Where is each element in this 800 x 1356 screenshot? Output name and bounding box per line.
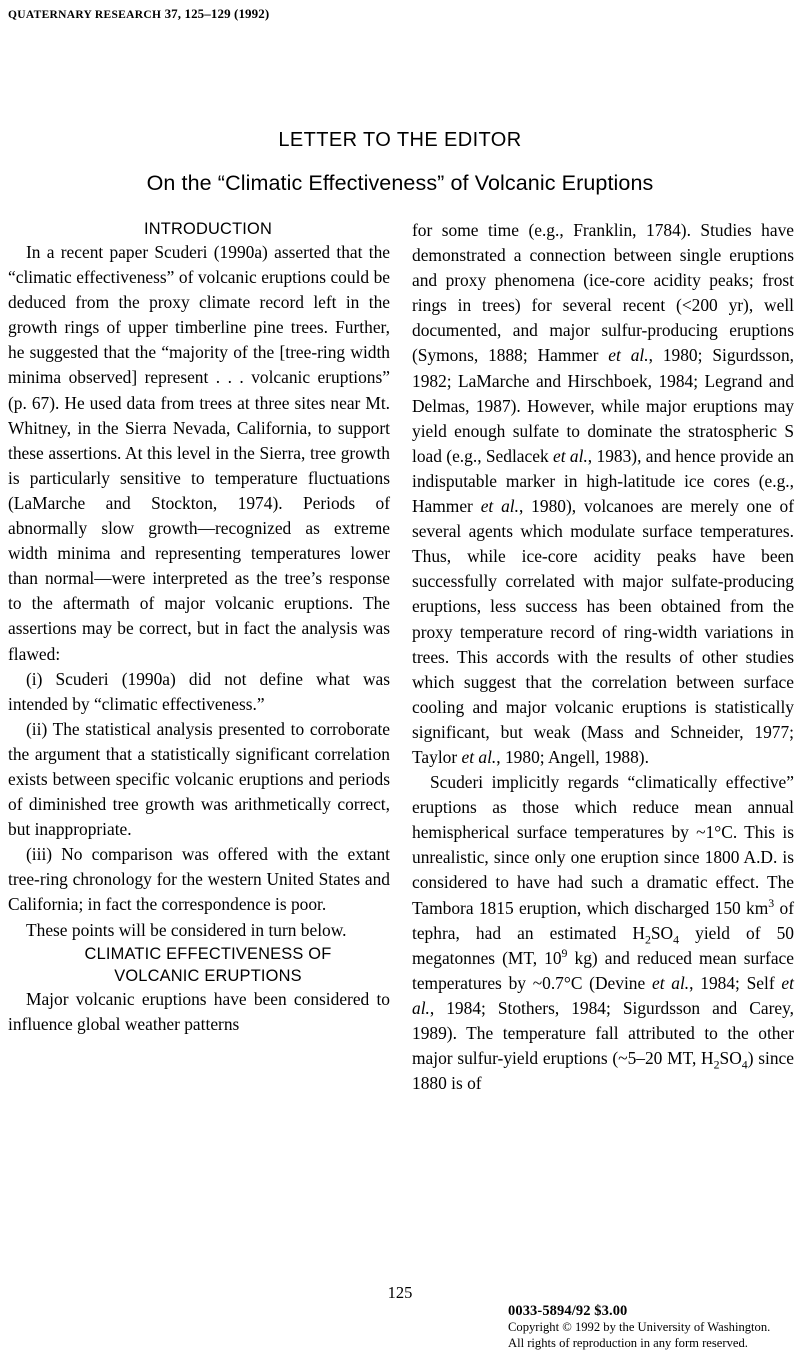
paragraph-major-eruptions: Major volcanic eruptions have been considered to influence global weather patterns: [8, 988, 390, 1034]
heading-climatic-effectiveness-line2: VOLCANIC ERUPTIONS: [114, 966, 302, 985]
subscript-two: 2: [644, 932, 651, 947]
subscript-four: 4: [741, 1057, 748, 1072]
page-title: On the “Climatic Effectiveness” of Volcanic Eruptions: [146, 171, 654, 195]
column-left: [8, 218, 390, 1037]
text-run: ) since 1880 is of: [412, 1048, 794, 1094]
text-run: yield of 50 megatonnes (MT, 10: [412, 922, 794, 968]
text-run: , 1984; Stothers, 1984; Sigurdsson and Carey, 1989). The temperature fall attributed to the other major sulfur-yield eruptions (~5–20 MT, H: [412, 997, 794, 1069]
citation-et-al: et al.: [412, 972, 794, 1018]
text-run: , 1984; Self: [689, 972, 782, 993]
superscript-nine: 9: [561, 945, 568, 960]
citation-et-al: et al.: [608, 345, 649, 366]
imprint-block: [508, 1303, 798, 1352]
copyright-line: Copyright © 1992 by the University of Washington.: [508, 1320, 771, 1335]
title-block: [0, 128, 800, 197]
paragraph-these-points: These points will be considered in turn below.: [26, 919, 347, 940]
text-run: , 1980; Angell, 1988).: [496, 746, 649, 767]
citation-et-al: et al.: [480, 496, 519, 517]
subscript-four: 4: [673, 932, 680, 947]
column-right: [412, 218, 794, 1096]
text-run: Scuderi implicitly regards “climatically effective” eruptions as those which reduce mean annual hemispherical surface temperatures by ~1°C. This is unrealistic, since only one eruption since 1800 A.D. is considered to have had such a dramatic effect. The Tambora 1815 eruption, which discharged 150 km: [412, 772, 794, 918]
running-head: [8, 6, 269, 22]
text-run: , 1980; Sigurdsson, 1982; LaMarche and Hirschboek, 1984; Legrand and Delmas, 1987). However, while major eruptions may yield enough sulfate to dominate the stratospheric S load (e.g., Sedlacek: [412, 345, 794, 466]
text-run: of tephra, had an estimated H: [412, 897, 794, 943]
article-kicker: LETTER TO THE EDITOR: [278, 129, 522, 151]
page-number: 125: [387, 1283, 413, 1302]
superscript-cubic: 3: [768, 895, 775, 910]
issn-price: 0033-5894/92 $3.00: [508, 1303, 628, 1319]
text-run: SO: [719, 1048, 742, 1069]
citation-et-al: et al.: [461, 746, 497, 767]
citation-et-al: et al.: [651, 972, 690, 993]
citation-et-al: et al.: [553, 445, 588, 466]
journal-name: QUATERNARY RESEARCH: [8, 9, 162, 21]
text-run: for some time (e.g., Franklin, 1784). Studies have demonstrated a connection between single eruptions and proxy phenomena (ice-core acidity peaks; frost rings in trees) for several recent (<200 yr), well documented, and major sulfur-producing eruptions (Symons, 1888; Hammer: [412, 220, 794, 366]
body-columns: [8, 218, 792, 1263]
heading-introduction: INTRODUCTION: [143, 220, 273, 238]
paragraph-point-ii: (ii) The statistical analysis presented to corroborate the argument that a statistically significant correlation exists between specific volcanic eruptions and periods of diminished tree growth was arithmetically correct, but inappropriate.: [8, 718, 390, 840]
paragraph-studies-continuation: [412, 218, 794, 770]
heading-climatic-effectiveness-line1: CLIMATIC EFFECTIVENESS OF: [84, 944, 332, 963]
subscript-two: 2: [713, 1057, 720, 1072]
text-run: , 1983), and hence provide an indisputable marker in high-latitude ice cores (e.g., Hammer: [412, 445, 794, 517]
text-run: kg) and reduced mean surface temperatures by ~0.7°C (Devine: [412, 947, 794, 993]
volume-page-citation: 37, 125–129 (1992): [164, 6, 270, 21]
paragraph-point-iii: (iii) No comparison was offered with the extant tree-ring chronology for the western United States and California; in fact the correspondence is poor.: [8, 844, 390, 915]
paragraph-point-i: (i) Scuderi (1990a) did not define what was intended by “climatic effectiveness.”: [8, 668, 390, 714]
paragraph-scuderi-climatically-effective: [412, 770, 794, 1096]
text-run: , 1980), volcanoes are merely one of several agents which modulate surface temperatures. Thus, while ice-core acidity peaks have been successfully correlated with major sulfate-producing eruptions, less success has been obtained from the proxy temperature record of ring-width variations in trees. This accords with the results of other studies which suggest that the correlation between surface cooling and major volcanic eruptions is statistically significant, but weak (Mass and Schneider, 1977; Taylor: [412, 496, 794, 767]
paragraph-intro: In a recent paper Scuderi (1990a) asserted that the “climatic effectiveness” of volcanic eruptions could be deduced from the proxy climate record left in the growth rings of upper timberline pine trees. Further, he suggested that the “majority of the [tree-ring width minima observed] represent . . . volcanic eruptions” (p. 67). He used data from trees at three sites near Mt. Whitney, in the Sierra Nevada, California, to support these assertions. At this level in the Sierra, tree growth is particularly sensitive to temperature fluctuations (LaMarche and Stockton, 1974). Periods of abnormally slow growth—recognized as extreme width minima and representing temperatures lower than normal—were interpreted as the tree’s response to the aftermath of major volcanic eruptions. The assertions may be correct, but in fact the analysis was flawed:: [8, 242, 390, 664]
reproduction-rights-line: All rights of reproduction in any form reserved.: [508, 1336, 748, 1351]
text-run: SO: [650, 922, 674, 943]
